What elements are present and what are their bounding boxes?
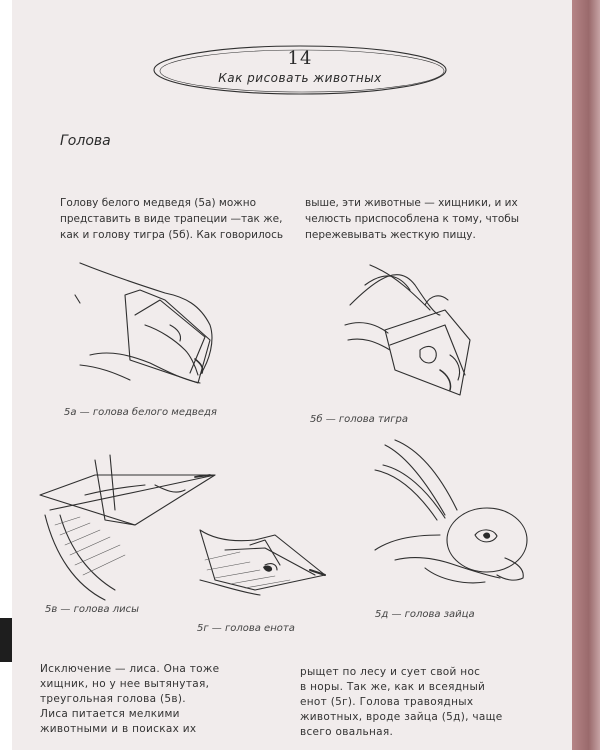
text-line: треугольная голова (5в). [40, 693, 186, 705]
caption-polar-bear: 5а — голова белого медведя [64, 407, 217, 418]
text-line: челюсть приспособлена к тому, чтобы [305, 213, 520, 225]
section-title: Голова [60, 133, 111, 149]
chapter-header [150, 40, 450, 100]
caption-tiger: 5б — голова тигра [310, 414, 409, 425]
text-line: Исключение — лиса. Она тоже [40, 663, 220, 675]
text-line: всего овальная. [300, 726, 394, 738]
page-tab-marker [0, 618, 12, 662]
text-line: в норы. Так же, как и всеядный [300, 681, 486, 693]
text-line: енот (5г). Голова травоядных [300, 696, 474, 708]
text-line: как и голову тигра (5б). Как говорилось [60, 229, 284, 241]
text-line: выше, эти животные — хищники, и их [305, 197, 518, 209]
tiger-head-sketch [340, 255, 490, 405]
caption-fox: 5в — голова лисы [45, 604, 139, 615]
chapter-title: Как рисовать животных [218, 71, 382, 85]
raccoon-head-sketch [195, 520, 335, 620]
paragraph-top-left [60, 195, 283, 243]
caption-raccoon: 5г — голова енота [197, 623, 295, 634]
page-edge [572, 0, 600, 750]
text-line: животными и в поисках их [40, 723, 197, 735]
text-line: пережевывать жесткую пищу. [305, 229, 476, 241]
paragraph-bottom-right [300, 665, 503, 740]
text-line: Лиса питается мелкими [40, 708, 180, 720]
hare-head-sketch [365, 440, 535, 590]
text-line: животных, вроде зайца (5д), чаще [300, 711, 503, 723]
paragraph-bottom-left [40, 662, 219, 737]
paragraph-top-right [305, 195, 519, 243]
text-line: представить в виде трапеции —так же, [60, 213, 283, 225]
caption-hare: 5д — голова зайца [375, 609, 475, 620]
text-line: Голову белого медведя (5а) можно [60, 197, 256, 209]
polar-bear-head-sketch [70, 255, 230, 395]
text-line: хищник, но у нее вытянутая, [40, 678, 210, 690]
text-line: рыщет по лесу и сует свой нос [300, 666, 481, 678]
chapter-number: 14 [287, 48, 313, 69]
